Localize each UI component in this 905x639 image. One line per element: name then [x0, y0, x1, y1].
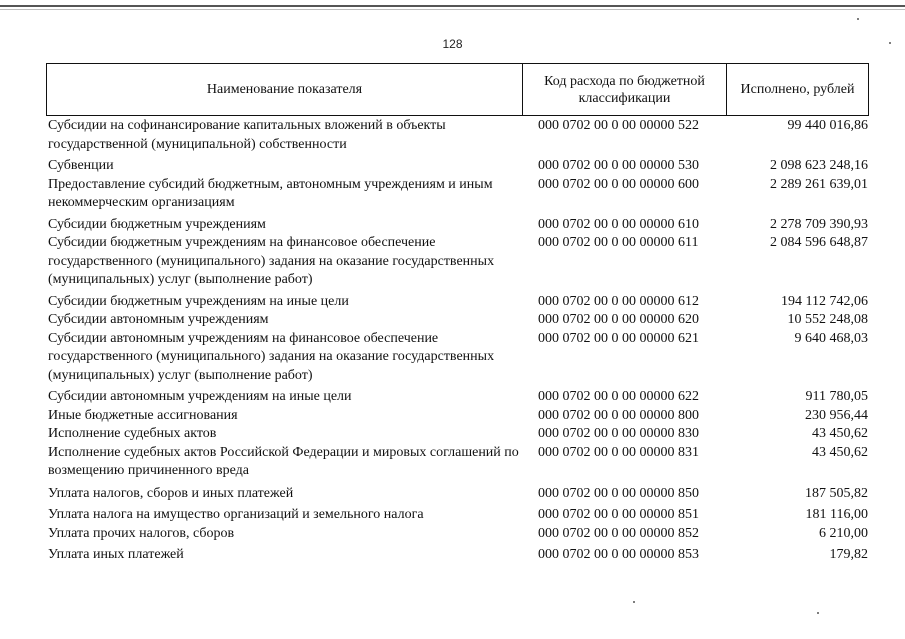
row-amount: 2 289 261 639,01: [770, 176, 868, 192]
row-code: 000 0702 00 0 00 00000 600: [538, 176, 699, 192]
scan-speck: [889, 42, 891, 44]
row-code: 000 0702 00 0 00 00000 831: [538, 444, 699, 460]
row-name: Уплата налогов, сборов и иных платежей: [48, 485, 294, 501]
table-row: [48, 293, 869, 312]
row-code: 000 0702 00 0 00 00000 852: [538, 525, 699, 541]
row-code: 000 0702 00 0 00 00000 853: [538, 547, 699, 562]
table-row: [48, 444, 869, 481]
row-amount: 2 084 596 648,87: [770, 235, 868, 250]
row-amount: 181 116,00: [805, 507, 868, 522]
row-code: 000 0702 00 0 00 00000 620: [538, 312, 699, 327]
row-code: 000 0702 00 0 00 00000 522: [538, 118, 699, 133]
table-body: [48, 117, 869, 565]
row-name: Уплата иных платежей: [48, 547, 184, 562]
row-amount: 99 440 016,86: [787, 118, 868, 133]
row-code: 000 0702 00 0 00 00000 621: [538, 330, 699, 346]
table-row: [48, 485, 869, 504]
row-name: Уплата налога на имущество организаций и земельного налога: [48, 507, 424, 522]
table-header: [46, 63, 869, 116]
row-name: Субсидии автономным учреждениям на финансовое обеспечение государственного (муниципального) задания на оказание государственных (муниципальных) услуг (выполнение работ): [48, 330, 495, 383]
row-amount: 187 505,82: [805, 485, 868, 501]
header-indicator-name: Наименование показателя: [47, 64, 523, 115]
row-code: 000 0702 00 0 00 00000 800: [538, 407, 699, 423]
row-name: Субсидии автономным учреждениям: [48, 312, 269, 327]
scan-speck: [633, 601, 635, 603]
row-name: Субвенции: [48, 158, 114, 173]
table-row: [48, 311, 869, 330]
table-row: [48, 157, 869, 176]
row-code: 000 0702 00 0 00 00000 622: [538, 389, 699, 404]
row-code: 000 0702 00 0 00 00000 611: [538, 235, 699, 250]
row-amount: 10 552 248,08: [787, 312, 868, 327]
row-amount: 6 210,00: [819, 525, 868, 541]
row-name: Уплата прочих налогов, сборов: [48, 525, 235, 541]
row-amount: 911 780,05: [805, 389, 868, 404]
row-amount: 43 450,62: [812, 426, 868, 441]
header-executed-amount: Исполнено, рублей: [740, 82, 855, 97]
row-amount: 179,82: [829, 547, 868, 562]
table-row: [48, 330, 869, 386]
top-border-rule-thin: [0, 9, 905, 10]
page-number: 128: [442, 37, 463, 51]
table-row: [48, 176, 869, 213]
row-name: Исполнение судебных актов Российской Федерации и мировых соглашений по возмещению причиненного вреда: [48, 444, 519, 478]
row-code: 000 0702 00 0 00 00000 830: [538, 426, 699, 441]
row-amount: 194 112 742,06: [781, 293, 868, 309]
row-name: Исполнение судебных актов: [48, 426, 217, 441]
row-name: Субсидии бюджетным учреждениям на иные цели: [48, 293, 349, 309]
scan-speck: [857, 18, 859, 20]
row-amount: 9 640 468,03: [794, 330, 868, 346]
table-row: [48, 407, 869, 426]
table-row: [48, 506, 869, 525]
row-name: Иные бюджетные ассигнования: [48, 407, 238, 423]
table-row: [48, 546, 869, 565]
row-code: 000 0702 00 0 00 00000 850: [538, 485, 699, 501]
row-amount: 230 956,44: [805, 407, 868, 423]
row-amount: 2 098 623 248,16: [770, 158, 868, 173]
row-code: 000 0702 00 0 00 00000 610: [538, 216, 699, 232]
row-name: Субсидии автономным учреждениям на иные цели: [48, 389, 352, 404]
row-code: 000 0702 00 0 00 00000 851: [538, 507, 699, 522]
row-name: Субсидии бюджетным учреждениям на финансовое обеспечение государственного (муниципального) задания на оказание государственных (муниципальных) услуг (выполнение работ): [48, 235, 495, 287]
row-name: Субсидии бюджетным учреждениям: [48, 216, 266, 232]
table-row: [48, 388, 869, 407]
header-expense-code: Код расхода по бюджетной классификации: [523, 64, 727, 115]
scan-speck: [817, 612, 819, 614]
row-amount: 2 278 709 390,93: [770, 216, 868, 232]
table-row: [48, 117, 869, 154]
table-row: [48, 216, 869, 235]
table-row: [48, 525, 869, 544]
table-row: [48, 425, 869, 444]
top-border-rule: [0, 5, 905, 7]
row-name: Предоставление субсидий бюджетным, автономным учреждениям и иным некоммерческим организациям: [48, 176, 493, 210]
table-row: [48, 234, 869, 290]
row-code: 000 0702 00 0 00 00000 530: [538, 158, 699, 173]
row-amount: 43 450,62: [812, 444, 868, 460]
row-name: Субсидии на софинансирование капитальных вложений в объекты государственной (муниципальной) собственности: [48, 118, 446, 152]
row-code: 000 0702 00 0 00 00000 612: [538, 293, 699, 309]
